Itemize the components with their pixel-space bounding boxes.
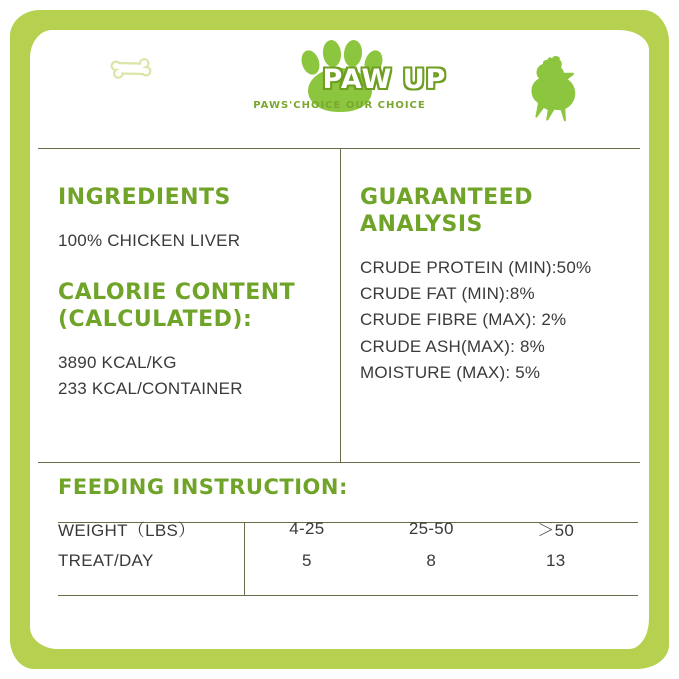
- feeding-table-bottom-rule: [58, 595, 638, 596]
- feeding-table: [58, 511, 618, 576]
- bone-icon: [110, 58, 156, 80]
- analysis-row-fibre: CRUDE FIBRE (MAX): 2%: [360, 310, 567, 330]
- brand-name: PAW UP: [322, 64, 447, 95]
- divider-top: [38, 148, 640, 149]
- feeding-row-treat-value-3: 13: [546, 551, 566, 570]
- ingredients-heading: INGREDIENTS: [58, 185, 231, 210]
- feeding-heading: FEEDING INSTRUCTION:: [58, 475, 348, 499]
- feeding-row-treat-value-2: 8: [426, 551, 437, 570]
- feeding-row-weight-value-3: ＞50: [537, 521, 575, 540]
- label-header: [30, 30, 649, 148]
- feeding-row-weight-value-1: 4-25: [289, 518, 325, 538]
- feeding-row-weight-value-2: 25-50: [408, 518, 454, 538]
- analysis-row-fat: CRUDE FAT (MIN):8%: [360, 284, 535, 303]
- calorie-value-per-container: 233 KCAL/CONTAINER: [58, 379, 243, 399]
- analysis-heading-line2: ANALYSIS: [360, 211, 483, 237]
- analysis-row-moisture: MOISTURE (MAX): 5%: [360, 363, 541, 383]
- calorie-heading-line2: (CALCULATED):: [58, 307, 253, 332]
- divider-middle: [38, 462, 640, 463]
- analysis-row-protein: CRUDE PROTEIN (MIN):50%: [360, 257, 592, 277]
- feeding-section: [58, 475, 638, 576]
- divider-vertical: [340, 148, 341, 462]
- feeding-row-weight-label: WEIGHT（LBS）: [58, 521, 196, 540]
- paw-icon: [285, 38, 447, 100]
- left-column: [58, 185, 326, 403]
- table-row: [58, 511, 618, 546]
- brand-logo: [240, 38, 447, 111]
- calorie-value-per-kg: 3890 KCAL/KG: [58, 352, 177, 372]
- chicken-icon: [520, 52, 590, 124]
- label-content: [30, 30, 649, 649]
- ingredients-text: 100% CHICKEN LIVER: [58, 230, 241, 250]
- analysis-row-ash: CRUDE ASH(MAX): 8%: [360, 336, 545, 356]
- brand-tagline: PAWS'CHOICE OUR CHOICE: [253, 100, 426, 111]
- analysis-heading-line1: GUARANTEED: [360, 185, 533, 210]
- table-row: [58, 546, 618, 576]
- right-column: [360, 185, 635, 386]
- feeding-row-treat-label: TREAT/DAY: [58, 551, 154, 570]
- feeding-row-treat-value-1: 5: [301, 551, 312, 570]
- calorie-heading-line1: CALORIE CONTENT: [58, 280, 296, 306]
